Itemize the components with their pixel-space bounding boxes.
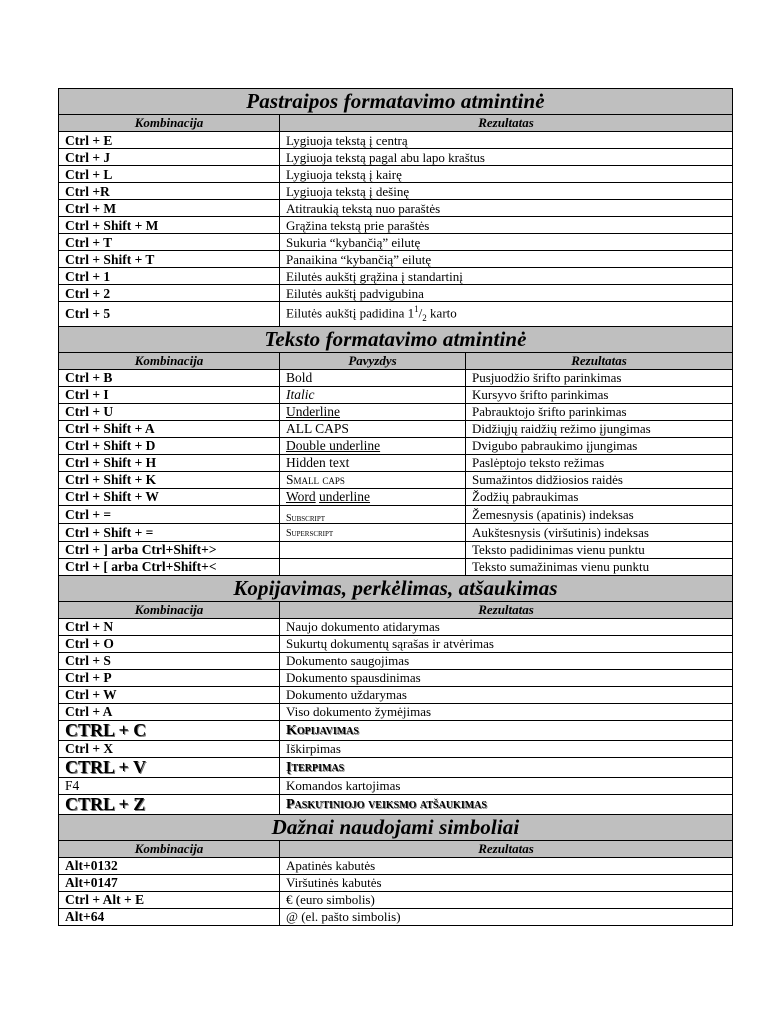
column-header-kombinacija: Kombinacija (59, 601, 280, 618)
result-text: Eilutės aukštį padidina 1 (286, 305, 415, 321)
table-row (59, 908, 733, 925)
shortcut-key: Ctrl + A (59, 703, 280, 720)
shortcut-result: € (euro simbolis) (280, 891, 733, 908)
table-row (59, 183, 733, 200)
shortcut-result: Naujo dokumento atidarymas (280, 618, 733, 635)
shortcut-key: CTRL + Z (59, 794, 280, 814)
shortcut-result: Žodžių pabraukimas (466, 488, 733, 505)
table-row (59, 740, 733, 757)
shortcut-key: Ctrl + U (59, 403, 280, 420)
shortcut-key: Ctrl + Shift + H (59, 454, 280, 471)
table-row (59, 703, 733, 720)
section-title: Pastraipos formatavimo atmintinė (59, 89, 733, 115)
shortcut-result: Dokumento uždarymas (280, 686, 733, 703)
shortcut-result: Sumažintos didžiosios raidės (466, 471, 733, 488)
table-header-row (59, 840, 733, 857)
shortcut-result: Grąžina tekstą prie paraštės (280, 217, 733, 234)
section-title-row (59, 575, 733, 601)
shortcut-result: Komandos kartojimas (280, 777, 733, 794)
format-example (280, 505, 466, 523)
table-row (59, 166, 733, 183)
shortcut-key: Ctrl + L (59, 166, 280, 183)
table-row (59, 217, 733, 234)
shortcut-key: CTRL + V (59, 757, 280, 777)
shortcut-result (280, 757, 733, 777)
column-header-kombinacija: Kombinacija (59, 840, 280, 857)
column-header-rezultatas: Rezultatas (280, 115, 733, 132)
column-header-pavyzdys: Pavyzdys (280, 352, 466, 369)
shortcut-result: @ (el. pašto simbolis) (280, 908, 733, 925)
table-row (59, 891, 733, 908)
shortcut-key: Ctrl + Shift + W (59, 488, 280, 505)
format-example-text: Superscript (286, 527, 334, 539)
table-row (59, 720, 733, 740)
column-header-rezultatas: Rezultatas (280, 840, 733, 857)
shortcut-result: Viršutinės kabutės (280, 874, 733, 891)
table-row (59, 777, 733, 794)
shortcut-key: Ctrl + Shift + K (59, 471, 280, 488)
format-example (280, 541, 466, 558)
table-row (59, 285, 733, 302)
shortcut-key-text: Ctrl + [ arba (65, 559, 142, 575)
shortcut-result: Dokumento saugojimas (280, 652, 733, 669)
shortcut-result: Panaikina “kybančią” eilutę (280, 251, 733, 268)
format-example (280, 403, 466, 420)
shortcut-key-alt: Ctrl+Shift+> (141, 542, 217, 558)
shortcut-key: Ctrl + = (59, 505, 280, 523)
table-header-row (59, 352, 733, 369)
shortcut-key: CTRL + C (59, 720, 280, 740)
shortcut-result: Dokumento spausdinimas (280, 669, 733, 686)
table-row (59, 558, 733, 575)
table-row (59, 200, 733, 217)
table-row (59, 437, 733, 454)
table-row (59, 618, 733, 635)
shortcut-key: Ctrl + S (59, 652, 280, 669)
table-header-row (59, 601, 733, 618)
result-text-tail: karto (426, 305, 457, 321)
column-header-kombinacija: Kombinacija (59, 115, 280, 132)
table-row (59, 541, 733, 558)
table-row (59, 523, 733, 541)
section-title-row (59, 814, 733, 840)
format-example: Bold (280, 369, 466, 386)
shortcut-key: F4 (59, 777, 280, 794)
table-row (59, 652, 733, 669)
table-row (59, 669, 733, 686)
table-row (59, 454, 733, 471)
shortcut-key: Ctrl + I (59, 386, 280, 403)
shortcut-result: Didžiųjų raidžių režimo įjungimas (466, 420, 733, 437)
shortcut-key: Ctrl + 2 (59, 285, 280, 302)
shortcuts-table (58, 88, 733, 926)
shortcut-result: Lygiuoja tekstą į centrą (280, 132, 733, 149)
shortcut-result: Lygiuoja tekstą pagal abu lapo kraštus (280, 149, 733, 166)
section-title-row (59, 326, 733, 352)
section-title-row (59, 89, 733, 115)
format-example-text: Double underline (286, 438, 381, 454)
shortcut-key: Alt+0147 (59, 874, 280, 891)
section-title: Dažnai naudojami simboliai (59, 814, 733, 840)
fraction-numerator: 1 (414, 304, 419, 314)
shortcut-result: Aukštesnysis (viršutinis) indeksas (466, 523, 733, 541)
shortcut-key: Ctrl + W (59, 686, 280, 703)
column-header-kombinacija: Kombinacija (59, 352, 280, 369)
table-row (59, 369, 733, 386)
shortcut-key: Ctrl + P (59, 669, 280, 686)
shortcut-key: Ctrl + 1 (59, 268, 280, 285)
table-row (59, 386, 733, 403)
shortcut-result: Paslėptojo teksto režimas (466, 454, 733, 471)
shortcut-result: Viso dokumento žymėjimas (280, 703, 733, 720)
shortcut-key: Ctrl + X (59, 740, 280, 757)
shortcut-key (59, 541, 280, 558)
table-header-row (59, 115, 733, 132)
shortcut-key-text: Ctrl + ] arba (65, 542, 142, 558)
shortcut-result: Iškirpimas (280, 740, 733, 757)
shortcut-key: Ctrl + Shift + = (59, 523, 280, 541)
format-example-word: underline (319, 489, 371, 505)
shortcut-result: Pusjuodžio šrifto parinkimas (466, 369, 733, 386)
table-row (59, 874, 733, 891)
section-title: Teksto formatavimo atmintinė (59, 326, 733, 352)
shortcut-result: Sukurtų dokumentų sąrašas ir atvėrimas (280, 635, 733, 652)
shortcut-key: Alt+0132 (59, 857, 280, 874)
format-example: ALL CAPS (280, 420, 466, 437)
shortcut-reference-sheet (58, 88, 732, 926)
shortcut-key: Ctrl + N (59, 618, 280, 635)
format-example (280, 488, 466, 505)
shortcut-result (280, 720, 733, 740)
shortcut-result: Atitraukią tekstą nuo paraštės (280, 200, 733, 217)
table-row (59, 635, 733, 652)
shortcut-key: Ctrl +R (59, 183, 280, 200)
shortcut-result: Eilutės aukštį padvigubina (280, 285, 733, 302)
format-example: Small caps (280, 471, 466, 488)
format-example-text: Subscript (286, 512, 326, 524)
table-row (59, 234, 733, 251)
format-example: Hidden text (280, 454, 466, 471)
shortcut-result: Apatinės kabutės (280, 857, 733, 874)
column-header-rezultatas: Rezultatas (466, 352, 733, 369)
format-example: Italic (280, 386, 466, 403)
shortcut-key: Ctrl + Alt + E (59, 891, 280, 908)
shortcut-result: Dvigubo pabraukimo įjungimas (466, 437, 733, 454)
table-row (59, 149, 733, 166)
table-row (59, 302, 733, 327)
table-row (59, 251, 733, 268)
shortcut-key: Ctrl + Shift + A (59, 420, 280, 437)
table-row (59, 403, 733, 420)
table-row (59, 794, 733, 814)
shortcut-result-text: Paskutiniojo veiksmo atšaukimas (286, 797, 487, 813)
shortcut-result: Pabrauktojo šrifto parinkimas (466, 403, 733, 420)
shortcut-key: Ctrl + M (59, 200, 280, 217)
shortcut-key-alt: Ctrl+Shift+< (141, 559, 217, 575)
fraction-slash: / (418, 305, 423, 321)
shortcut-result (280, 302, 733, 327)
section-title: Kopijavimas, perkėlimas, atšaukimas (59, 575, 733, 601)
shortcut-key: Ctrl + E (59, 132, 280, 149)
shortcut-key: Ctrl + O (59, 635, 280, 652)
table-row (59, 420, 733, 437)
shortcut-key (59, 558, 280, 575)
table-row (59, 132, 733, 149)
shortcut-result: Teksto sumažinimas vienu punktu (466, 558, 733, 575)
table-row (59, 471, 733, 488)
format-example (280, 523, 466, 541)
table-row (59, 857, 733, 874)
table-row (59, 505, 733, 523)
shortcut-result (280, 794, 733, 814)
shortcut-result: Eilutės aukštį grąžina į standartinį (280, 268, 733, 285)
shortcut-result: Lygiuoja tekstą į dešinę (280, 183, 733, 200)
shortcut-key: Ctrl + J (59, 149, 280, 166)
table-row (59, 268, 733, 285)
table-row (59, 686, 733, 703)
shortcut-key: Ctrl + Shift + D (59, 437, 280, 454)
shortcut-result-text: Įterpimas (286, 760, 345, 776)
shortcut-key: Ctrl + Shift + T (59, 251, 280, 268)
shortcut-result: Sukuria “kybančią” eilutę (280, 234, 733, 251)
shortcut-result-text: Kopijavimas (286, 723, 359, 739)
fraction-denominator: 2 (422, 312, 427, 323)
table-row (59, 757, 733, 777)
shortcut-result: Lygiuoja tekstą į kairę (280, 166, 733, 183)
format-example (280, 558, 466, 575)
format-example (280, 437, 466, 454)
format-example-word: Word (286, 489, 316, 505)
shortcut-result: Kursyvo šrifto parinkimas (466, 386, 733, 403)
shortcut-result: Teksto padidinimas vienu punktu (466, 541, 733, 558)
shortcut-key: Ctrl + 5 (59, 302, 280, 327)
shortcut-key: Alt+64 (59, 908, 280, 925)
shortcut-key: Ctrl + B (59, 369, 280, 386)
shortcut-key: Ctrl + T (59, 234, 280, 251)
column-header-rezultatas: Rezultatas (280, 601, 733, 618)
format-example-text: Underline (286, 404, 340, 420)
shortcut-result: Žemesnysis (apatinis) indeksas (466, 505, 733, 523)
shortcut-key: Ctrl + Shift + M (59, 217, 280, 234)
table-row (59, 488, 733, 505)
